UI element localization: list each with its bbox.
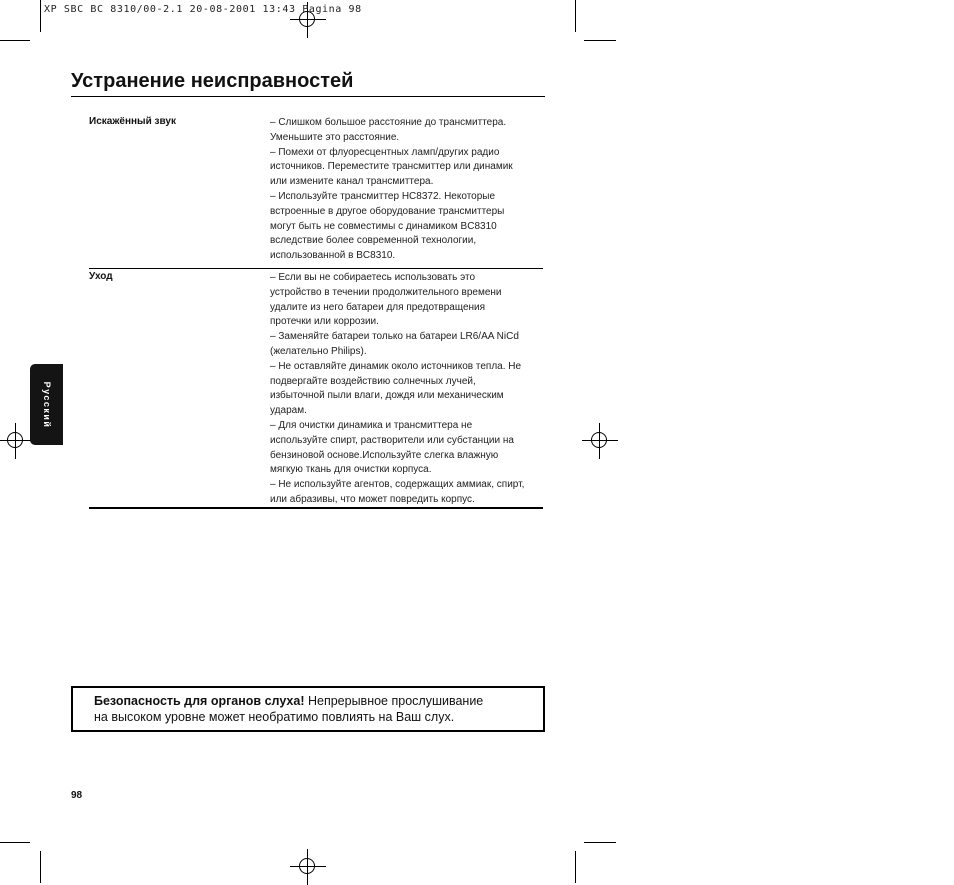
description-line: ударам. <box>270 405 307 417</box>
crop-mark <box>575 0 576 32</box>
description-line: – Слишком большое расстояние до трансмиттера. <box>270 117 507 128</box>
description-line: вследствие более современной технологии, <box>270 235 477 247</box>
description-line: – Помехи от флуоресцентных ламп/других радио <box>270 146 500 158</box>
description-line: (желательно Philips). <box>270 345 367 357</box>
title-rule <box>71 96 545 97</box>
registration-mark-right <box>582 423 618 459</box>
warning-heading: Безопасность для органов слуха! <box>94 694 305 708</box>
description-line: – Заменяйте батареи только на батареи LR6/AA NiCd <box>270 331 519 343</box>
language-tab-label: Русский <box>41 381 52 428</box>
description-line: удалите из него батареи для предотвращения <box>270 301 486 313</box>
warning-text: Непрерывное прослушивание <box>304 694 484 708</box>
description-line: встроенные в другое оборудование трансмиттеры <box>270 205 505 217</box>
crop-mark <box>584 40 616 41</box>
description-line: или измените канал трансмиттера. <box>270 176 434 188</box>
description-line: мягкую ткань для очистки корпуса. <box>270 464 432 476</box>
description-line: бензиновой основе.Используйте слегка влажную <box>270 449 499 461</box>
description-line: – Если вы не собираетесь использовать это <box>270 272 476 283</box>
description-line: могут быть не совместимы с динамиком BC8310 <box>270 220 497 232</box>
crop-mark <box>575 851 576 883</box>
description-line: устройство в течении продолжительного времени <box>270 286 502 298</box>
row-description <box>270 271 546 508</box>
crop-mark <box>0 842 30 843</box>
warning-line <box>94 693 483 709</box>
hearing-safety-warning <box>71 686 545 732</box>
description-line: – Не используйте агентов, содержащих аммиак, спирт, <box>270 479 525 491</box>
description-line: избыточной пыли влаги, дождя или механическим <box>270 390 504 402</box>
description-line: источников. Переместите трансмиттер или динамик <box>270 161 513 173</box>
page-title: Устранение неисправностей <box>71 70 354 92</box>
registration-mark-left <box>0 423 34 459</box>
description-line: – Используйте трансмиттер HC8372. Некоторые <box>270 190 496 202</box>
description-line: Уменьшите это расстояние. <box>270 131 400 143</box>
language-tab <box>30 364 63 445</box>
crop-mark <box>40 851 41 883</box>
print-slug: XP SBC BC 8310/00-2.1 20-08-2001 13:43 Pagina 98 <box>44 4 362 15</box>
row-separator <box>89 268 543 269</box>
description-line: используйте спирт, растворители или субстанции на <box>270 434 514 446</box>
crop-mark <box>584 842 616 843</box>
registration-mark-bottom <box>290 849 326 885</box>
description-line: или абразивы, что может повредить корпус. <box>270 493 475 505</box>
description-line: подвергайте воздействию солнечных лучей, <box>270 375 476 387</box>
row-description <box>270 116 546 264</box>
description-line: использованной в BC8310. <box>270 250 396 262</box>
crop-mark <box>40 0 41 32</box>
table-bottom-rule <box>89 507 543 509</box>
description-line: – Для очистки динамика и трансмиттера не <box>270 419 473 431</box>
crop-mark <box>0 40 30 41</box>
row-term: Уход <box>89 271 113 282</box>
row-term: Искажённый звук <box>89 116 176 127</box>
page-number: 98 <box>71 790 83 801</box>
warning-line: на высоком уровне может необратимо повлиять на Ваш слух. <box>94 710 455 724</box>
description-line: протечки или коррозии. <box>270 316 379 328</box>
description-line: – Не оставляйте динамик около источников тепла. Не <box>270 360 522 372</box>
